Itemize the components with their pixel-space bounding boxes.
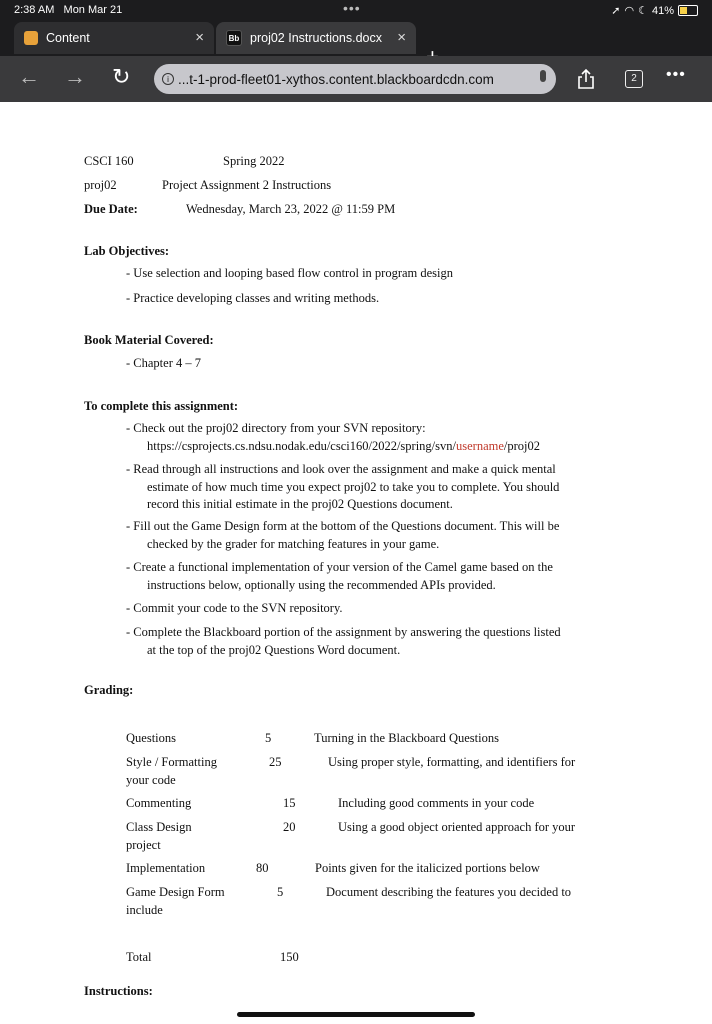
list-item: - Commit your code to the SVN repository. [126, 601, 343, 615]
info-icon[interactable]: i [162, 73, 174, 85]
tab-proj02[interactable] [216, 22, 416, 54]
list-item: - Read through all instructions and look over the assignment and make a quick mental [126, 462, 556, 476]
list-item-continued: record this initial estimate in the proj02 Questions document. [147, 497, 453, 511]
complete-heading: To complete this assignment: [84, 399, 239, 413]
table-cell-desc: Document describing the features you decided to [326, 885, 572, 899]
list-item: - Complete the Blackboard portion of the assignment by answering the questions listed [126, 625, 561, 639]
table-cell-points: 80 [256, 861, 269, 875]
instructions-heading: Instructions: [84, 984, 153, 998]
project-id: proj02 [84, 178, 117, 192]
list-item: - Create a functional implementation of your version of the Camel game based on the [126, 560, 553, 574]
table-cell-points: 15 [283, 796, 296, 810]
battery-icon [678, 5, 698, 16]
table-cell-item: Class Design [126, 820, 192, 834]
table-cell-points: 25 [269, 755, 282, 769]
course-code: CSCI 160 [84, 154, 134, 168]
project-title: Project Assignment 2 Instructions [162, 178, 332, 192]
back-arrow-icon[interactable]: ← [18, 64, 40, 89]
tab-label: Content [46, 31, 90, 45]
table-cell-desc: Using a good object oriented approach for your [338, 820, 576, 834]
list-item-continued: instructions below, optionally using the recommended APIs provided. [147, 578, 496, 592]
table-cell-points: 20 [283, 820, 296, 834]
table-cell-item: Implementation [126, 861, 206, 875]
tab-content[interactable] [14, 22, 214, 54]
status-bar [0, 0, 712, 20]
table-cell-item: Questions [126, 731, 176, 745]
list-item: - Use selection and looping based flow control in program design [126, 266, 454, 280]
reload-icon[interactable]: ↻ [112, 64, 131, 89]
table-cell-desc: Points given for the italicized portions below [315, 861, 540, 875]
content-favicon-icon [24, 31, 38, 45]
list-item: - Fill out the Game Design form at the bottom of the Questions document. This will be [126, 519, 560, 533]
grading-heading: Grading: [84, 683, 134, 697]
blackboard-favicon-icon: Bb [226, 30, 242, 46]
document-page [0, 102, 712, 1024]
list-item: - Practice developing classes and writing methods. [126, 291, 380, 305]
table-cell-item: your code [126, 773, 176, 787]
forward-arrow-icon[interactable]: → [64, 64, 86, 89]
more-menu-icon[interactable]: ••• [666, 66, 686, 83]
table-cell-desc: Turning in the Blackboard Questions [314, 731, 499, 745]
battery-percent: 41% [651, 4, 674, 17]
address-bar[interactable] [154, 64, 556, 94]
table-cell-item: Style / Formatting [126, 755, 217, 769]
home-indicator[interactable] [237, 1012, 475, 1017]
share-icon[interactable] [576, 68, 596, 90]
book-heading: Book Material Covered: [84, 333, 214, 347]
list-item: - Chapter 4 – 7 [126, 356, 201, 370]
location-icon: ➚ [611, 5, 621, 17]
microphone-icon[interactable] [540, 70, 546, 82]
list-item-continued: estimate of how much time you expect proj02 to take you to complete. You should [147, 480, 560, 494]
table-cell-desc: Using proper style, formatting, and identifiers for [328, 755, 576, 769]
table-cell-item: Commenting [126, 796, 192, 810]
url-text: ...t-1-prod-fleet01-xythos.content.blackboardcdn.com [178, 71, 494, 87]
list-item-continued: checked by the grader for matching features in your game. [147, 537, 440, 551]
total-label: Total [126, 950, 152, 964]
due-date-label: Due Date: [84, 202, 138, 216]
objectives-heading: Lab Objectives: [84, 244, 170, 258]
status-time: 2:38 AM Mon Mar 21 [14, 4, 123, 16]
tab-label: proj02 Instructions.docx [250, 31, 383, 45]
moon-icon: ☾ [638, 5, 648, 17]
list-item: - Check out the proj02 directory from your SVN repository: [126, 421, 426, 435]
close-tab-icon[interactable]: × [397, 29, 406, 46]
table-cell-item: project [126, 838, 161, 852]
term: Spring 2022 [223, 154, 285, 168]
close-tab-icon[interactable]: × [195, 29, 204, 46]
list-item-continued: at the top of the proj02 Questions Word document. [147, 643, 401, 657]
tab-switcher-button[interactable]: 2 [625, 70, 643, 88]
table-cell-desc: Including good comments in your code [338, 796, 535, 810]
table-cell-item: Game Design Form [126, 885, 225, 899]
table-cell-points: 5 [277, 885, 284, 899]
total-value: 150 [280, 950, 299, 964]
table-cell-item: include [126, 903, 163, 917]
multitasking-dots-icon[interactable]: ••• [343, 0, 361, 16]
navigation-bar [0, 56, 712, 102]
status-right [611, 4, 698, 17]
svn-url[interactable]: https://csprojects.cs.ndsu.nodak.edu/csci160/2022/spring/svn/username/proj02 [147, 439, 541, 453]
table-cell-points: 5 [265, 731, 272, 745]
due-date-value: Wednesday, March 23, 2022 @ 11:59 PM [186, 202, 396, 216]
tab-bar [0, 20, 712, 56]
wifi-icon: ◠ [624, 5, 635, 17]
